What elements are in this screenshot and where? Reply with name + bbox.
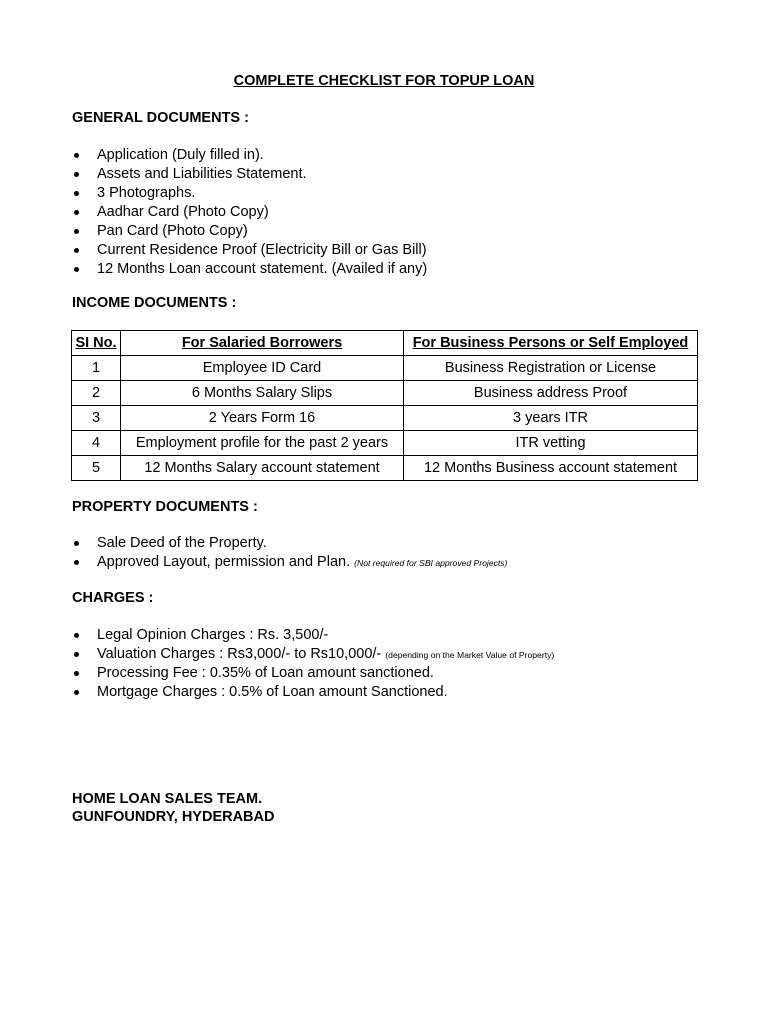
table-cell: 3 years ITR [404, 406, 698, 431]
document-title: COMPLETE CHECKLIST FOR TOPUP LOAN [233, 73, 535, 89]
list-item-text: Processing Fee : 0.35% of Loan amount sanctioned. [97, 665, 434, 681]
income-documents-table [71, 330, 698, 481]
general-documents-list [72, 146, 427, 279]
list-item: 12 Months Loan account statement. (Availed if any) [72, 260, 427, 279]
table-cell: Employee ID Card [121, 356, 404, 381]
property-documents-list [72, 534, 507, 572]
table-cell: 2 Years Form 16 [121, 406, 404, 431]
table-cell: 12 Months Salary account statement [121, 456, 404, 481]
list-item-text: Sale Deed of the Property. [97, 535, 267, 551]
table-cell: 1 [72, 356, 121, 381]
column-header-business: For Business Persons or Self Employed [404, 331, 698, 356]
charges-list [72, 626, 554, 702]
list-item: 3 Photographs. [72, 184, 427, 203]
list-item [72, 645, 554, 664]
table-cell: Business Registration or License [404, 356, 698, 381]
column-header-sl-no: SI No. [72, 331, 121, 356]
list-item [72, 553, 507, 572]
footer-location: GUNFOUNDRY, HYDERABAD [72, 809, 275, 825]
table-cell: 3 [72, 406, 121, 431]
table-cell: 6 Months Salary Slips [121, 381, 404, 406]
general-documents-heading: GENERAL DOCUMENTS : [72, 110, 249, 126]
list-item: Aadhar Card (Photo Copy) [72, 203, 427, 222]
list-item: Pan Card (Photo Copy) [72, 222, 427, 241]
table-cell: 4 [72, 431, 121, 456]
property-documents-heading: PROPERTY DOCUMENTS : [72, 499, 258, 515]
table-cell: 12 Months Business account statement [404, 456, 698, 481]
list-item-note: (Not required for SBI approved Projects) [354, 558, 508, 568]
list-item-text: Legal Opinion Charges : Rs. 3,500/- [97, 627, 329, 643]
list-item [72, 534, 507, 553]
table-cell: Business address Proof [404, 381, 698, 406]
income-documents-heading: INCOME DOCUMENTS : [72, 295, 237, 311]
list-item [72, 664, 554, 683]
list-item-text: Approved Layout, permission and Plan. [97, 554, 351, 570]
column-header-salaried: For Salaried Borrowers [121, 331, 404, 356]
list-item-text: Mortgage Charges : 0.5% of Loan amount Sanctioned. [97, 684, 448, 700]
table-header-row [72, 331, 698, 356]
list-item: Application (Duly filled in). [72, 146, 427, 165]
list-item [72, 683, 554, 702]
table-cell: 2 [72, 381, 121, 406]
charges-heading: CHARGES : [72, 590, 154, 606]
list-item: Current Residence Proof (Electricity Bill or Gas Bill) [72, 241, 427, 260]
table-row [72, 456, 698, 481]
table-cell: Employment profile for the past 2 years [121, 431, 404, 456]
table-row [72, 406, 698, 431]
table-row [72, 431, 698, 456]
footer-signature [72, 790, 274, 826]
footer-team-name: HOME LOAN SALES TEAM. [72, 791, 263, 807]
table-cell: 5 [72, 456, 121, 481]
table-row [72, 381, 698, 406]
list-item-text: Valuation Charges : Rs3,000/- to Rs10,000/- [97, 646, 382, 662]
list-item: Assets and Liabilities Statement. [72, 165, 427, 184]
table-cell: ITR vetting [404, 431, 698, 456]
table-row [72, 356, 698, 381]
list-item [72, 626, 554, 645]
list-item-note: (depending on the Market Value of Property) [385, 650, 555, 660]
